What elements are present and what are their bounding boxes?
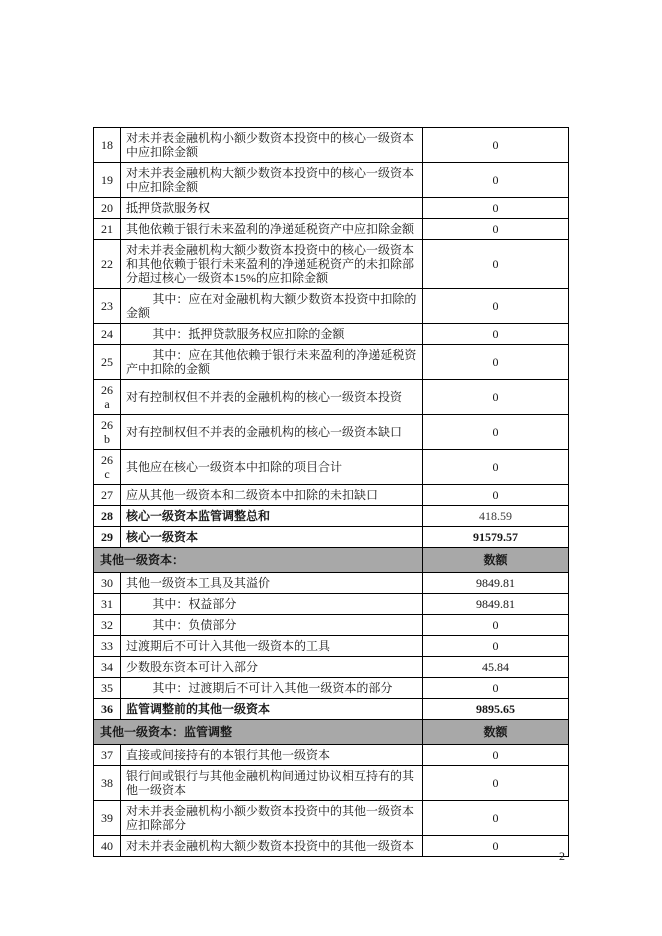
- table-row: [94, 615, 569, 636]
- row-number: 23: [94, 289, 121, 324]
- table-row: [94, 324, 569, 345]
- row-number: 28: [94, 506, 121, 527]
- row-number: 34: [94, 657, 121, 678]
- table-row: [94, 506, 569, 527]
- row-value: 9849.81: [423, 573, 569, 594]
- table-row: [94, 657, 569, 678]
- row-label: 其他依赖于银行未来盈利的净递延税资产中应扣除金额: [121, 219, 423, 240]
- row-label: 对未并表金融机构大额少数资本投资中的核心一级资本中应扣除金额: [121, 163, 423, 198]
- row-number: 25: [94, 345, 121, 380]
- row-number: 37: [94, 745, 121, 766]
- row-number: 30: [94, 573, 121, 594]
- row-number: 24: [94, 324, 121, 345]
- row-number: 22: [94, 240, 121, 289]
- row-value: 9895.65: [423, 699, 569, 720]
- table-row: [94, 745, 569, 766]
- row-label: 对有控制权但不并表的金融机构的核心一级资本缺口: [121, 415, 423, 450]
- row-number: 33: [94, 636, 121, 657]
- page-number: 2: [559, 849, 565, 863]
- row-label: 其中：负债部分: [121, 615, 423, 636]
- row-label: 应从其他一级资本和二级资本中扣除的未扣缺口: [121, 485, 423, 506]
- row-value: 0: [423, 745, 569, 766]
- row-value: 0: [423, 678, 569, 699]
- row-label: 对有控制权但不并表的金融机构的核心一级资本投资: [121, 380, 423, 415]
- row-label: 其中：应在对金融机构大额少数资本投资中扣除的金额: [121, 289, 423, 324]
- table-row: [94, 289, 569, 324]
- row-label: 其他一级资本工具及其溢价: [121, 573, 423, 594]
- table-row: [94, 198, 569, 219]
- row-number: 27: [94, 485, 121, 506]
- section-header-amount-label: 数额: [423, 720, 569, 745]
- table-row: [94, 219, 569, 240]
- row-value: 0: [423, 836, 569, 857]
- row-number: 26b: [94, 415, 121, 450]
- row-label: 其中：过渡期后不可计入其他一级资本的部分: [121, 678, 423, 699]
- row-value: 0: [423, 240, 569, 289]
- row-value: 0: [423, 128, 569, 163]
- table-row: [94, 594, 569, 615]
- section-header-label: 其他一级资本：监管调整: [94, 720, 423, 745]
- row-label: 银行间或银行与其他金融机构间通过协议相互持有的其他一级资本: [121, 766, 423, 801]
- section-header-amount-label: 数额: [423, 548, 569, 573]
- row-number: 39: [94, 801, 121, 836]
- row-number: 29: [94, 527, 121, 548]
- row-value: 0: [423, 345, 569, 380]
- row-label: 对未并表金融机构大额少数资本投资中的其他一级资本: [121, 836, 423, 857]
- table-row: [94, 699, 569, 720]
- row-number: 36: [94, 699, 121, 720]
- table-row: [94, 240, 569, 289]
- row-value: 0: [423, 219, 569, 240]
- table-row: [94, 163, 569, 198]
- row-value: 0: [423, 485, 569, 506]
- row-label: 抵押贷款服务权: [121, 198, 423, 219]
- row-value: 45.84: [423, 657, 569, 678]
- capital-disclosure-table: [93, 127, 569, 857]
- row-number: 26a: [94, 380, 121, 415]
- row-value: 0: [423, 615, 569, 636]
- section-header-row: [94, 548, 569, 573]
- row-value: 0: [423, 450, 569, 485]
- table-row: [94, 573, 569, 594]
- row-value: 91579.57: [423, 527, 569, 548]
- table-row: [94, 766, 569, 801]
- row-number: 19: [94, 163, 121, 198]
- row-value: 0: [423, 163, 569, 198]
- row-value: 0: [423, 324, 569, 345]
- table-row: [94, 527, 569, 548]
- row-value: 0: [423, 289, 569, 324]
- row-number: 18: [94, 128, 121, 163]
- row-number: 40: [94, 836, 121, 857]
- row-label: 其中：抵押贷款服务权应扣除的金额: [121, 324, 423, 345]
- row-number: 32: [94, 615, 121, 636]
- table-row: [94, 380, 569, 415]
- row-value: 0: [423, 766, 569, 801]
- table-row: [94, 128, 569, 163]
- row-label: 过渡期后不可计入其他一级资本的工具: [121, 636, 423, 657]
- table-row: [94, 801, 569, 836]
- row-label: 对未并表金融机构小额少数资本投资中的其他一级资本应扣除部分: [121, 801, 423, 836]
- row-number: 26c: [94, 450, 121, 485]
- row-label: 其他应在核心一级资本中扣除的项目合计: [121, 450, 423, 485]
- section-header-row: [94, 720, 569, 745]
- table-row: [94, 836, 569, 857]
- table-row: [94, 450, 569, 485]
- row-label: 少数股东资本可计入部分: [121, 657, 423, 678]
- row-value: 0: [423, 380, 569, 415]
- row-label: 对未并表金融机构大额少数资本投资中的核心一级资本和其他依赖于银行未来盈利的净递延税资产的未扣除部分超过核心一级资本15%的应扣除金额: [121, 240, 423, 289]
- row-number: 38: [94, 766, 121, 801]
- row-label: 核心一级资本: [121, 527, 423, 548]
- row-number: 31: [94, 594, 121, 615]
- row-label: 对未并表金融机构小额少数资本投资中的核心一级资本中应扣除金额: [121, 128, 423, 163]
- row-value: 0: [423, 636, 569, 657]
- section-header-label: 其他一级资本：: [94, 548, 423, 573]
- table-row: [94, 485, 569, 506]
- row-number: 35: [94, 678, 121, 699]
- row-value: 418.59: [423, 506, 569, 527]
- table-row: [94, 636, 569, 657]
- row-label: 其中：应在其他依赖于银行未来盈利的净递延税资产中扣除的金额: [121, 345, 423, 380]
- row-label: 直接或间接持有的本银行其他一级资本: [121, 745, 423, 766]
- row-label: 其中：权益部分: [121, 594, 423, 615]
- row-value: 0: [423, 801, 569, 836]
- row-value: 0: [423, 198, 569, 219]
- row-number: 21: [94, 219, 121, 240]
- row-value: 0: [423, 415, 569, 450]
- table-row: [94, 345, 569, 380]
- row-label: 监管调整前的其他一级资本: [121, 699, 423, 720]
- row-label: 核心一级资本监管调整总和: [121, 506, 423, 527]
- table-row: [94, 678, 569, 699]
- row-value: 9849.81: [423, 594, 569, 615]
- table-row: [94, 415, 569, 450]
- row-number: 20: [94, 198, 121, 219]
- capital-table-body: [94, 128, 569, 857]
